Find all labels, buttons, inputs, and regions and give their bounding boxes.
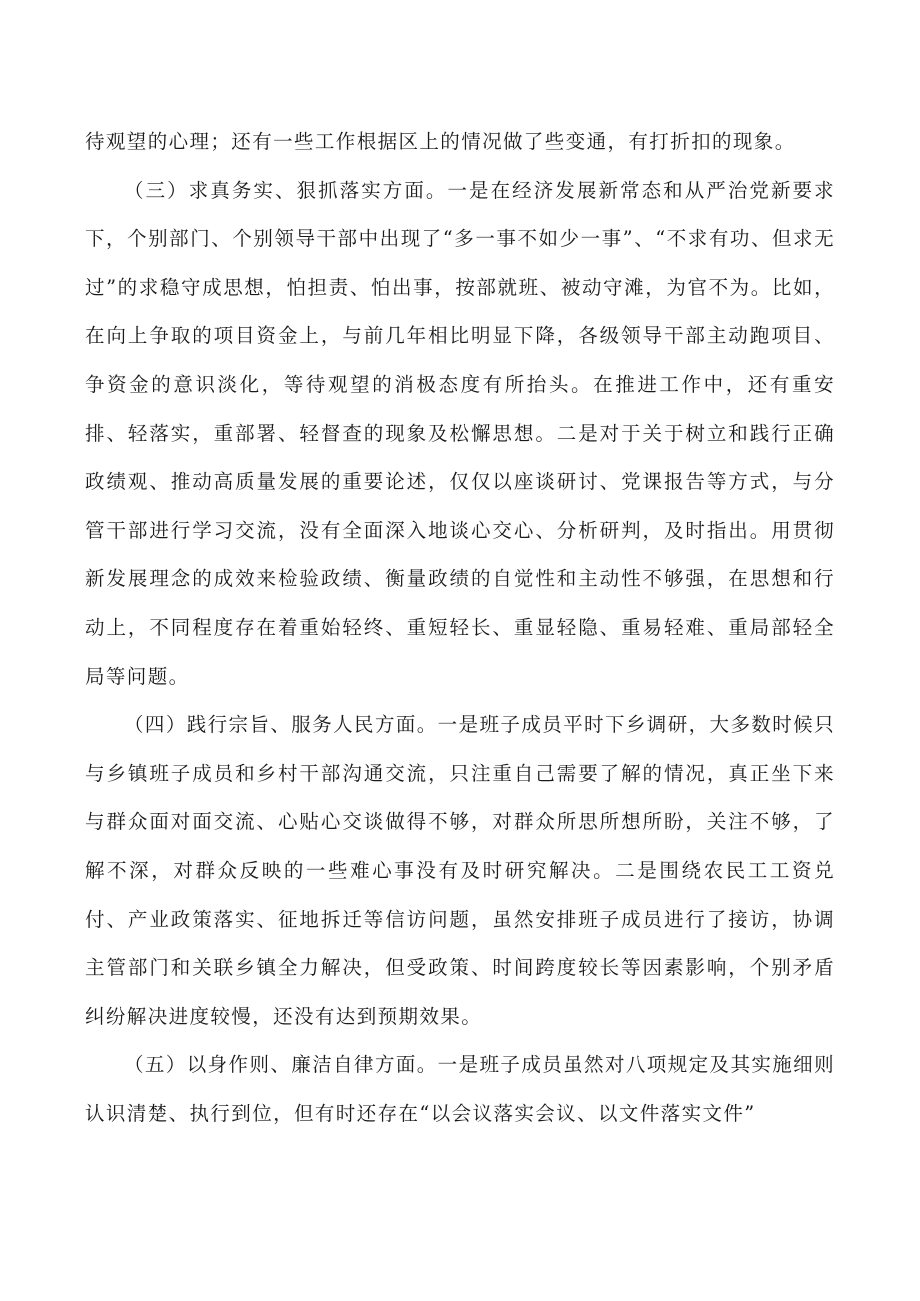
document-body xyxy=(85,118,835,1138)
paragraph-continuation: 待观望的心理；还有一些工作根据区上的情况做了些变通，有打折扣的现象。 xyxy=(85,130,796,153)
paragraph-section-three: （三）求真务实、狠抓落实方面。一是在经济发展新常态和从严治党新要求下，个别部门、个别领导干部中出现了“多一事不如少一事”、“不求有功、但求无过”的求稳守成思想，怕担责、怕出事，按部就班、被动守滩，为官不为。比如，在向上争取的项目资金上，与前几年相比明显下降，各级领导干部主动跑项目、争资金的意识淡化，等待观望的消极态度有所抬头。在推进工作中，还有重安排、轻落实，重部署、轻督查的现象及松懈思想。二是对于关于树立和践行正确政绩观、推动高质量发展的重要论述，仅仅以座谈研讨、党课报告等方式，与分管干部进行学习交流，没有全面深入地谈心交心、分析研判，及时指出。用贯彻新发展理念的成效来检验政绩、衡量政绩的自觉性和主动性不够强，在思想和行动上，不同程度存在着重始轻终、重短轻长、重显轻隐、重易轻难、重局部轻全局等问题。 xyxy=(85,178,835,688)
paragraph-section-five: （五）以身作则、廉洁自律方面。一是班子成员虽然对八项规定及其实施细则认识清楚、执行到位，但有时还存在“以会议落实会议、以文件落实文件” xyxy=(85,1053,835,1125)
paragraph-section-four: （四）践行宗旨、服务人民方面。一是班子成员平时下乡调研，大多数时候只与乡镇班子成员和乡村干部沟通交流，只注重自己需要了解的情况，真正坐下来与群众面对面交流、心贴心交谈做得不够，对群众所思所想所盼，关注不够，了解不深，对群众反映的一些难心事没有及时研究解决。二是围绕农民工工资兑付、产业政策落实、征地拆迁等信访问题，虽然安排班子成员进行了接访，协调主管部门和关联乡镇全力解决，但受政策、时间跨度较长等因素影响，个别矛盾纠纷解决进度较慢，还没有达到预期效果。 xyxy=(85,713,835,1028)
